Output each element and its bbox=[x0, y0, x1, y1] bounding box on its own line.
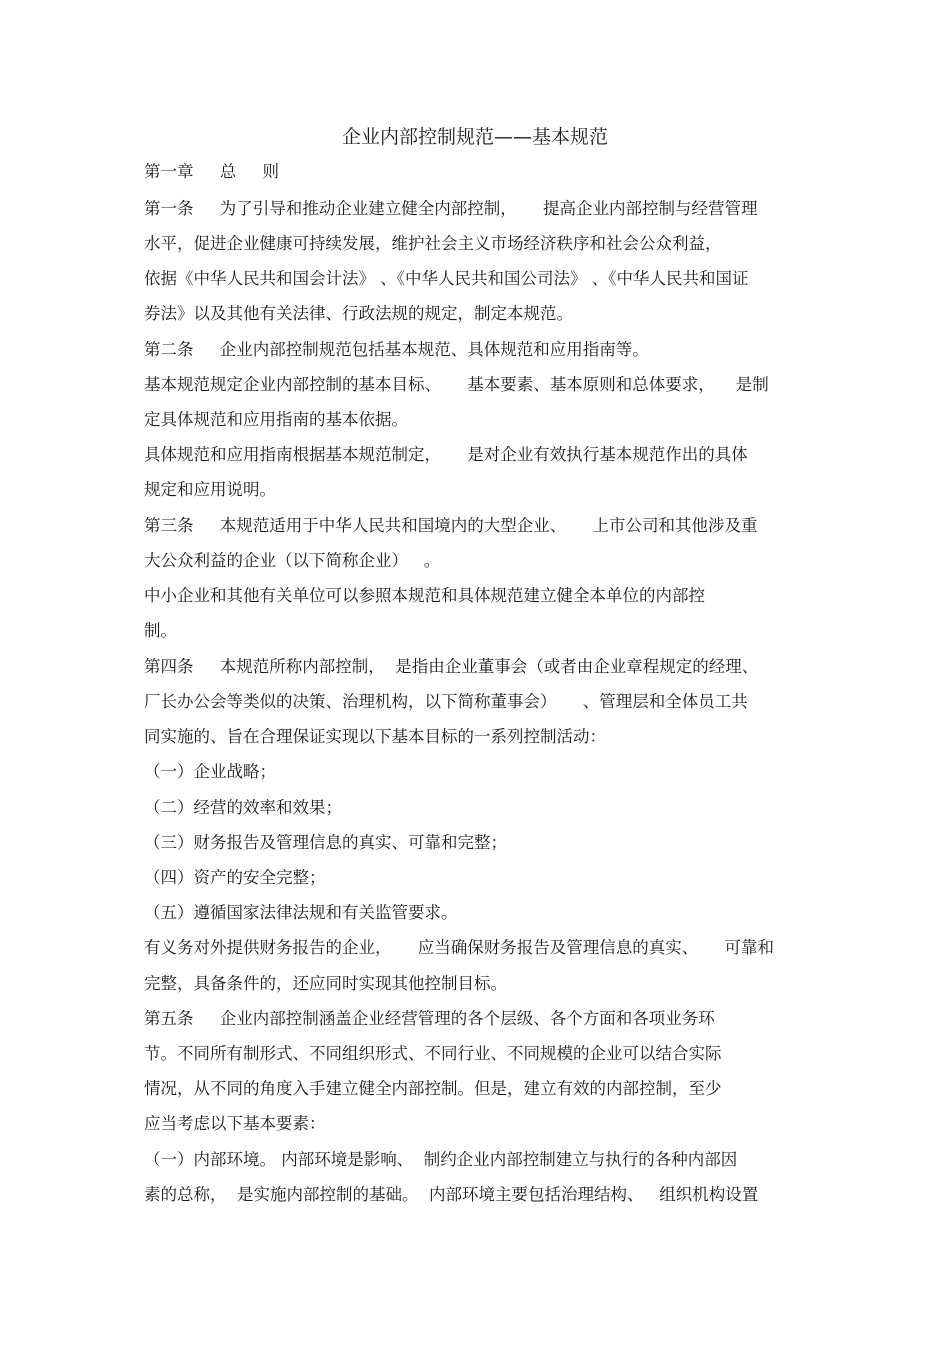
list-item: （二）经营的效率和效果； bbox=[144, 798, 342, 817]
text-line: 厂长办公会等类似的决策、治理机构，以下简称董事会） 、管理层和全体员工共 bbox=[144, 692, 748, 711]
text-line: 依据《中华人民共和国会计法》 、《中华人民共和国公司法》 、《中华人民共和国证 bbox=[144, 269, 749, 288]
list-item: （四）资产的安全完整； bbox=[144, 868, 326, 887]
list-item: （五）遵循国家法律法规和有关监管要求。 bbox=[144, 903, 458, 922]
text-line: 中小企业和其他有关单位可以参照本规范和具体规范建立健全本单位的内部控 bbox=[144, 586, 705, 605]
text-line: 定具体规范和应用指南的基本依据。 bbox=[144, 410, 408, 429]
text-line: 第三条 本规范适用于中华人民共和国境内的大型企业、 上市公司和其他涉及重 bbox=[144, 516, 758, 535]
text-line: 完整，具备条件的，还应同时实现其他控制目标。 bbox=[144, 974, 507, 993]
chapter-heading: 第一章 总 则 bbox=[144, 162, 279, 181]
text-line: 基本规范规定企业内部控制的基本目标、 基本要素、基本原则和总体要求， 是制 bbox=[144, 375, 769, 394]
text-line: 具体规范和应用指南根据基本规范制定， 是对企业有效执行基本规范作出的具体 bbox=[144, 445, 748, 464]
text-line: 第一条 为了引导和推动企业建立健全内部控制， 提高企业内部控制与经营管理 bbox=[144, 199, 758, 218]
text-line: 第五条 企业内部控制涵盖企业经营管理的各个层级、各个方面和各项业务环 bbox=[144, 1009, 715, 1028]
text-line: 大公众利益的企业（以下简称企业） 。 bbox=[144, 551, 441, 570]
list-item: （三）财务报告及管理信息的真实、可靠和完整； bbox=[144, 833, 507, 852]
text-line: 制。 bbox=[144, 621, 177, 640]
text-line: 水平，促进企业健康可持续发展，维护社会主义市场经济秩序和社会公众利益， bbox=[144, 234, 722, 253]
text-line: 规定和应用说明。 bbox=[144, 480, 276, 499]
text-line: 第二条 企业内部控制规范包括基本规范、具体规范和应用指南等。 bbox=[144, 340, 649, 359]
list-item: （一）企业战略； bbox=[144, 762, 276, 781]
text-line: 情况，从不同的角度入手建立健全内部控制。但是，建立有效的内部控制，至少 bbox=[144, 1079, 722, 1098]
text-line: 第四条 本规范所称内部控制， 是指由企业董事会（或者由企业章程规定的经理、 bbox=[144, 657, 759, 676]
document-title: 企业内部控制规范——基本规范 bbox=[341, 126, 608, 148]
text-line: 节。不同所有制形式、不同组织形式、不同行业、不同规模的企业可以结合实际 bbox=[144, 1044, 722, 1063]
text-line: 素的总称， 是实施内部控制的基础。 内部环境主要包括治理结构、 组织机构设置 bbox=[144, 1185, 759, 1204]
text-line: 券法》以及其他有关法律、行政法规的规定，制定本规范。 bbox=[144, 304, 573, 323]
text-line: （一）内部环境。 内部环境是影响、 制约企业内部控制建立与执行的各种内部因 bbox=[144, 1150, 738, 1169]
text-line: 有义务对外提供财务报告的企业， 应当确保财务报告及管理信息的真实、 可靠和 bbox=[144, 938, 774, 957]
text-line: 应当考虑以下基本要素： bbox=[144, 1114, 326, 1133]
text-line: 同实施的、旨在合理保证实现以下基本目标的一系列控制活动： bbox=[144, 727, 606, 746]
